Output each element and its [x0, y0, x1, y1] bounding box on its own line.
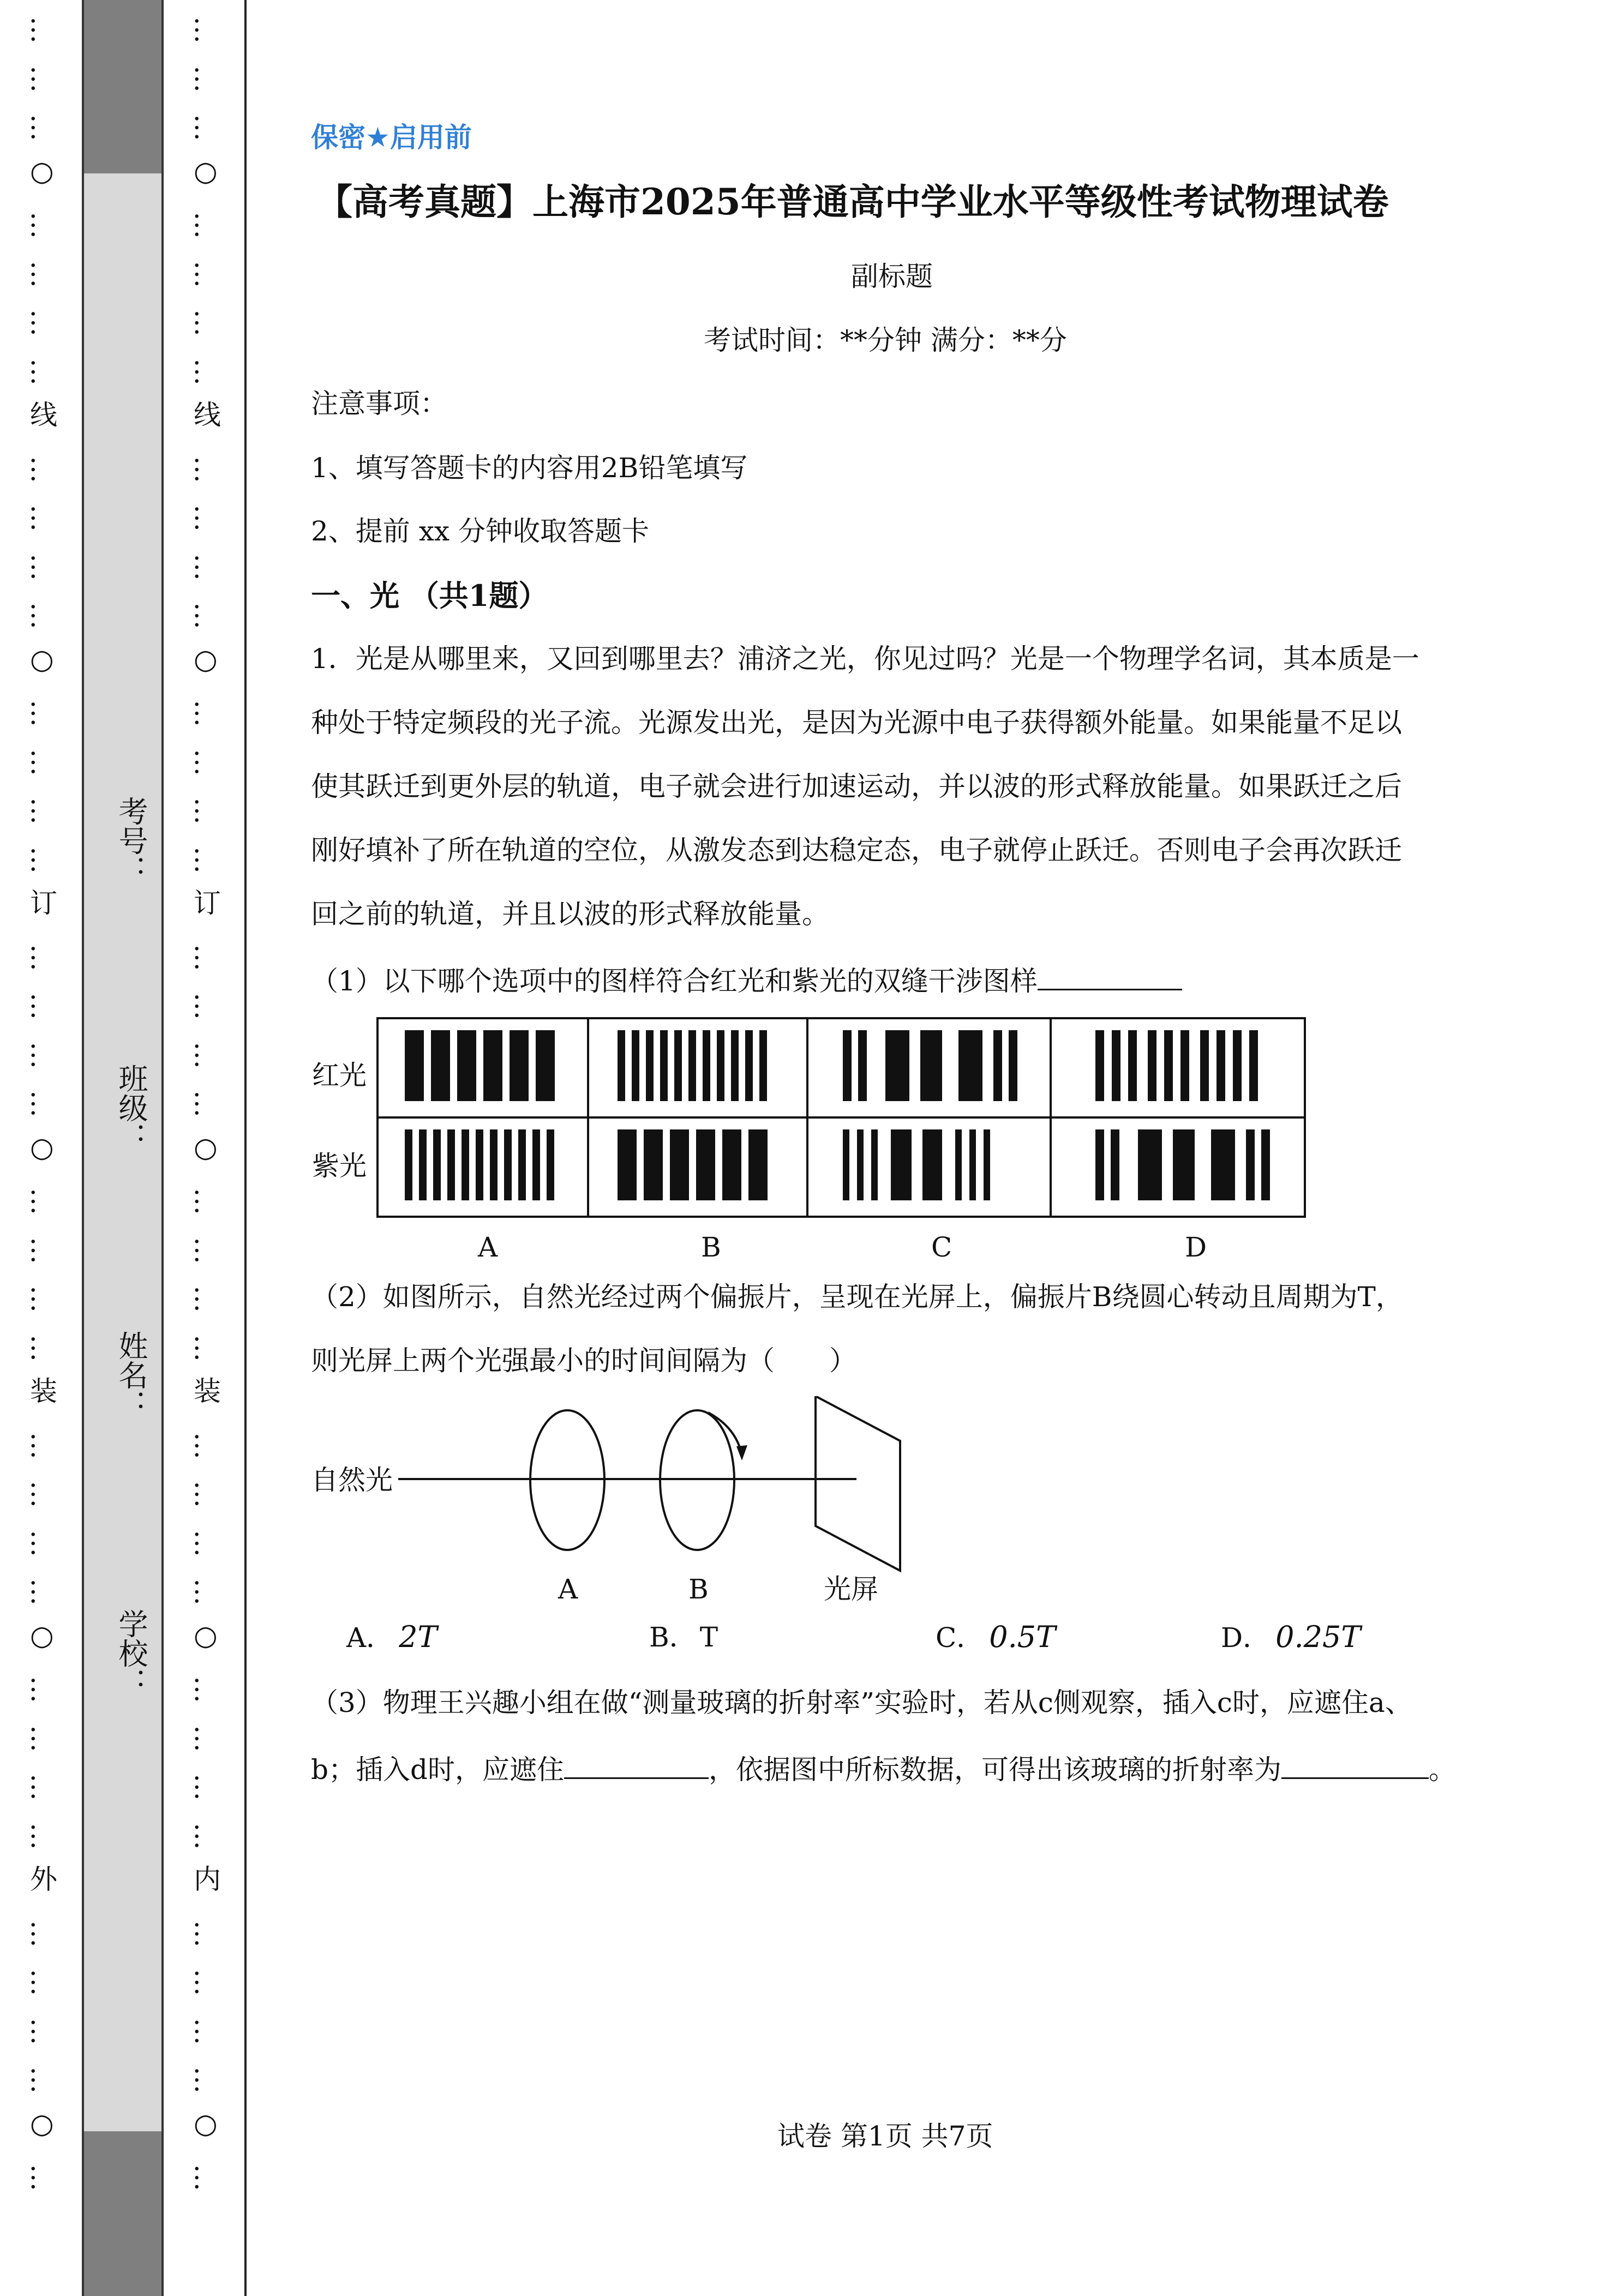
inner-marker-33: ○ — [194, 1619, 218, 1651]
row-label-violet: 紫光 — [312, 1150, 367, 1182]
fringe-c-red — [885, 1030, 909, 1101]
fringe-a-violet — [476, 1129, 483, 1200]
fringe-a-violet — [490, 1129, 498, 1200]
question-stem-line: 1．光是从哪里来，又回到哪里去？浦济之光，你见过吗？光是一个物理学名词，其本质是一 — [311, 643, 1419, 675]
inner-marker-14: … — [189, 700, 220, 727]
outer-marker-24: … — [25, 1188, 57, 1215]
outer-marker-30: … — [25, 1481, 57, 1508]
fringe-b-violet — [618, 1129, 637, 1200]
fringe-b-violet — [722, 1129, 741, 1200]
fringe-b-red — [688, 1030, 696, 1101]
section-title: 一、光 （共1题） — [311, 578, 548, 613]
fringe-a-violet — [419, 1129, 427, 1200]
fringe-a-red — [483, 1030, 502, 1101]
outer-marker-42: … — [25, 2066, 57, 2094]
fringe-d-red — [1200, 1030, 1209, 1101]
outer-marker-38: 外 — [30, 1864, 57, 1895]
option-value: 0.5T — [989, 1620, 1056, 1654]
option-value: 0.25T — [1275, 1620, 1361, 1654]
outer-marker-12: … — [25, 602, 57, 629]
fringe-c-red — [920, 1030, 942, 1101]
fringe-c-violet — [871, 1129, 878, 1200]
outer-marker-10: … — [25, 504, 57, 532]
inner-marker-8: 线 — [194, 399, 221, 431]
inner-marker-36: … — [189, 1774, 220, 1801]
outer-marker-40: … — [25, 1969, 57, 1996]
exam-info: 考试时间：**分钟 满分：**分 — [704, 324, 1067, 356]
inner-marker-34: … — [189, 1676, 220, 1703]
outer-marker-3: ○ — [30, 155, 54, 187]
fringe-c-red — [843, 1030, 852, 1101]
fringe-c-red — [858, 1030, 867, 1101]
fringe-d-red — [1180, 1030, 1189, 1101]
natural-light-label: 自然光 — [311, 1464, 393, 1496]
fringe-b-red — [759, 1030, 767, 1101]
answer-blank[interactable] — [564, 1749, 709, 1779]
outer-marker-1: … — [25, 65, 57, 93]
outer-marker-20: … — [25, 993, 57, 1020]
note-item-2: 2、提前 xx 分钟收取答题卡 — [311, 515, 649, 547]
fringe-d-red — [1216, 1030, 1225, 1101]
question-stem-line: 刚好填补了所在轨道的空位，从激发态到达稳定态，电子就停止跃迁。否则电子会再次跃迁 — [311, 834, 1402, 866]
subtitle: 副标题 — [851, 261, 933, 292]
option-a[interactable] — [346, 1620, 437, 1655]
field-exam-number: 考号： — [114, 796, 148, 885]
inner-marker-40: … — [189, 1969, 220, 1996]
outer-marker-31: … — [25, 1529, 57, 1557]
fringe-c-red — [958, 1030, 982, 1101]
outer-marker-4: … — [25, 212, 57, 239]
fringe-c-red — [1009, 1030, 1017, 1101]
part3-text-a: b；插入d时，应遮住 — [311, 1754, 565, 1786]
fringe-d-red — [1112, 1030, 1120, 1101]
outer-marker-15: … — [25, 748, 57, 776]
inner-marker-43: ○ — [194, 2107, 218, 2139]
fringe-d-red — [1249, 1030, 1258, 1101]
binding-strip-top-shade — [82, 0, 164, 173]
option-key: A． — [346, 1622, 394, 1654]
col-label-c: C — [931, 1231, 952, 1263]
outer-marker-37: … — [25, 1822, 57, 1850]
fringe-a-violet — [405, 1129, 412, 1200]
option-value: T — [699, 1621, 718, 1653]
outer-marker-33: ○ — [30, 1619, 54, 1651]
fringe-b-violet — [696, 1129, 715, 1200]
outer-marker-14: … — [25, 700, 57, 727]
inner-marker-15: … — [189, 748, 220, 776]
fringe-b-red — [745, 1030, 753, 1101]
fringe-b-red — [646, 1030, 654, 1101]
fringe-c-violet — [969, 1129, 976, 1200]
inner-marker-42: … — [189, 2066, 220, 2094]
outer-marker-18: 订 — [30, 887, 57, 919]
inner-marker-10: … — [189, 504, 220, 532]
fringe-b-red — [717, 1030, 724, 1101]
polarizer-b-label: B — [688, 1573, 709, 1605]
fringe-a-violet — [433, 1129, 441, 1200]
part3-line-1: （3）物理王兴趣小组在做“测量玻璃的折射率”实验时，若从c侧观察，插入c时，应遮住a、 — [311, 1687, 1412, 1718]
inner-marker-23: ○ — [194, 1131, 218, 1163]
fringe-a-red — [510, 1030, 529, 1101]
inner-marker-27: … — [189, 1334, 220, 1362]
option-key: C． — [936, 1622, 984, 1654]
fringe-d-red — [1095, 1030, 1104, 1101]
outer-marker-25: … — [25, 1236, 57, 1264]
fringe-a-violet — [462, 1129, 469, 1200]
outer-marker-17: … — [25, 846, 57, 874]
fringe-d-violet — [1173, 1129, 1195, 1200]
row-label-red: 红光 — [312, 1060, 367, 1091]
outer-marker-28: 装 — [30, 1375, 57, 1407]
outer-marker-21: … — [25, 1041, 57, 1069]
inner-marker-26: … — [189, 1285, 220, 1313]
inner-marker-19: … — [189, 943, 220, 971]
question-stem-line: 回之前的轨道，并且以波的形式释放能量。 — [311, 898, 829, 930]
inner-marker-17: … — [189, 846, 220, 874]
fringe-d-red — [1233, 1030, 1242, 1101]
option-b[interactable] — [649, 1620, 718, 1655]
screen-label: 光屏 — [824, 1573, 878, 1605]
inner-marker-32: … — [189, 1578, 220, 1606]
inner-marker-7: … — [189, 358, 220, 386]
part3-text-c: 。 — [1429, 1754, 1457, 1786]
inner-marker-5: … — [189, 260, 220, 288]
polarizer-diagram — [398, 1396, 916, 1582]
inner-marker-25: … — [189, 1236, 220, 1264]
inner-marker-12: … — [189, 602, 220, 629]
note-item-1: 1、填写答题卡的内容用2B铅笔填写 — [311, 452, 748, 484]
outer-marker-44: … — [25, 2164, 57, 2191]
fringe-d-violet — [1261, 1129, 1270, 1200]
fringe-d-red — [1164, 1030, 1173, 1101]
inner-marker-2: … — [189, 114, 220, 141]
answer-blank[interactable] — [1038, 960, 1182, 990]
outer-marker-43: ○ — [30, 2107, 54, 2139]
outer-marker-35: … — [25, 1724, 57, 1752]
outer-marker-32: … — [25, 1578, 57, 1606]
fringe-d-red — [1148, 1030, 1156, 1101]
inner-marker-6: … — [189, 309, 220, 336]
fringe-b-violet — [670, 1129, 689, 1200]
part1-question — [311, 960, 1182, 999]
binding-strip-bottom-shade — [82, 2131, 164, 2296]
inner-marker-13: ○ — [194, 643, 218, 675]
outer-marker-16: … — [25, 797, 57, 825]
fringe-c-violet — [843, 1129, 849, 1200]
fringe-b-red — [618, 1030, 625, 1101]
inner-marker-24: … — [189, 1188, 220, 1215]
fringe-a-red — [536, 1030, 555, 1101]
part2-line-2: 则光屏上两个光强最小的时间间隔为（ ） — [311, 1345, 856, 1377]
inner-marker-0: … — [189, 16, 220, 44]
fringe-a-red — [457, 1030, 476, 1101]
part2-line-1: （2）如图所示，自然光经过两个偏振片，呈现在光屏上，偏振片B绕圆心转动且周期为T， — [311, 1281, 1403, 1313]
outer-marker-22: … — [25, 1090, 57, 1117]
interference-pattern-table — [376, 1017, 1320, 1235]
field-school: 学校： — [114, 1609, 148, 1697]
fringe-b-violet — [644, 1129, 663, 1200]
answer-blank[interactable] — [1281, 1749, 1429, 1779]
inner-marker-29: … — [189, 1432, 220, 1459]
outer-marker-29: … — [25, 1432, 57, 1459]
col-label-b: B — [701, 1231, 721, 1263]
option-c[interactable] — [936, 1620, 1056, 1655]
inner-marker-39: … — [189, 1920, 220, 1948]
field-name: 姓名： — [114, 1331, 148, 1419]
notes-heading: 注意事项： — [311, 388, 447, 419]
outer-marker-8: 线 — [30, 399, 57, 431]
col-label-a: A — [478, 1231, 498, 1263]
outer-marker-0: … — [25, 16, 57, 44]
question-stem-line: 种处于特定频段的光子流。光源发出光，是因为光源中电子获得额外能量。如果能量不足以 — [311, 707, 1402, 738]
inner-marker-9: … — [189, 455, 220, 483]
option-key: D． — [1221, 1622, 1271, 1654]
inner-marker-11: … — [189, 553, 220, 581]
inner-marker-38: 内 — [194, 1864, 221, 1895]
page-footer: 试卷 第1页 共7页 — [777, 2120, 993, 2152]
inner-marker-35: … — [189, 1724, 220, 1752]
option-key: B． — [649, 1621, 697, 1653]
inner-marker-16: … — [189, 797, 220, 825]
outer-marker-41: … — [25, 2017, 57, 2045]
inner-marker-30: … — [189, 1481, 220, 1508]
inner-marker-1: … — [189, 65, 220, 93]
fringe-c-violet — [891, 1129, 912, 1200]
fringe-b-red — [731, 1030, 739, 1101]
fringe-c-violet — [984, 1129, 990, 1200]
outer-marker-26: … — [25, 1285, 57, 1313]
fringe-d-violet — [1246, 1129, 1255, 1200]
col-label-d: D — [1185, 1231, 1207, 1263]
option-d[interactable] — [1221, 1620, 1361, 1655]
inner-marker-20: … — [189, 993, 220, 1020]
margin-border-line — [244, 0, 247, 2296]
outer-marker-2: … — [25, 114, 57, 141]
fringe-d-red — [1128, 1030, 1137, 1101]
outer-marker-19: … — [25, 943, 57, 971]
part3-text-b: ，依据图中所标数据，可得出该玻璃的折射率为 — [709, 1754, 1282, 1786]
fringe-d-violet — [1211, 1129, 1235, 1200]
fringe-c-violet — [857, 1129, 864, 1200]
inner-marker-44: … — [189, 2164, 220, 2191]
fringe-a-violet — [504, 1129, 512, 1200]
question-stem-line: 使其跃迁到更外层的轨道，电子就会进行加速运动，并以波的形式释放能量。如果跃迁之后 — [311, 771, 1402, 802]
outer-marker-27: … — [25, 1334, 57, 1362]
polarizer-a-label: A — [558, 1573, 578, 1605]
outer-marker-34: … — [25, 1676, 57, 1703]
fringe-a-violet — [518, 1129, 526, 1200]
inner-marker-41: … — [189, 2017, 220, 2045]
part3-line-2 — [311, 1749, 1456, 1787]
fringe-b-red — [703, 1030, 710, 1101]
fringe-c-violet — [922, 1129, 942, 1200]
inner-marker-31: … — [189, 1529, 220, 1557]
fringe-d-violet — [1138, 1129, 1162, 1200]
outer-marker-9: … — [25, 455, 57, 483]
fringe-d-violet — [1111, 1129, 1119, 1200]
fringe-b-red — [660, 1030, 668, 1101]
outer-marker-36: … — [25, 1774, 57, 1801]
inner-marker-21: … — [189, 1041, 220, 1069]
fringe-a-violet — [547, 1129, 554, 1200]
option-value: 2T — [399, 1620, 438, 1654]
inner-marker-3: ○ — [194, 155, 218, 187]
inner-marker-28: 装 — [194, 1375, 221, 1407]
part1-text: （1）以下哪个选项中的图样符合红光和紫光的双缝干涉图样 — [311, 965, 1038, 997]
fringe-b-red — [674, 1030, 682, 1101]
fringe-b-red — [632, 1030, 639, 1101]
outer-marker-5: … — [25, 260, 57, 288]
inner-marker-22: … — [189, 1090, 220, 1117]
outer-marker-6: … — [25, 309, 57, 336]
fringe-c-red — [993, 1030, 1002, 1101]
outer-marker-7: … — [25, 358, 57, 386]
page-title: 【高考真题】上海市2025年普通高中学业水平等级性考试物理试卷 — [316, 181, 1389, 223]
confidential-label: 保密★启用前 — [311, 122, 472, 153]
fringe-c-violet — [955, 1129, 962, 1200]
fringe-b-violet — [748, 1129, 768, 1200]
outer-marker-13: ○ — [30, 643, 54, 675]
outer-marker-23: ○ — [30, 1131, 54, 1163]
inner-marker-18: 订 — [194, 887, 221, 919]
field-class: 班级： — [114, 1063, 148, 1152]
fringe-a-red — [405, 1030, 424, 1101]
inner-marker-37: … — [189, 1822, 220, 1850]
outer-marker-11: … — [25, 553, 57, 581]
outer-marker-39: … — [25, 1920, 57, 1948]
fringe-a-violet — [447, 1129, 455, 1200]
fringe-d-violet — [1095, 1129, 1104, 1200]
inner-marker-4: … — [189, 212, 220, 239]
fringe-a-violet — [532, 1129, 540, 1200]
fringe-a-red — [431, 1030, 450, 1101]
